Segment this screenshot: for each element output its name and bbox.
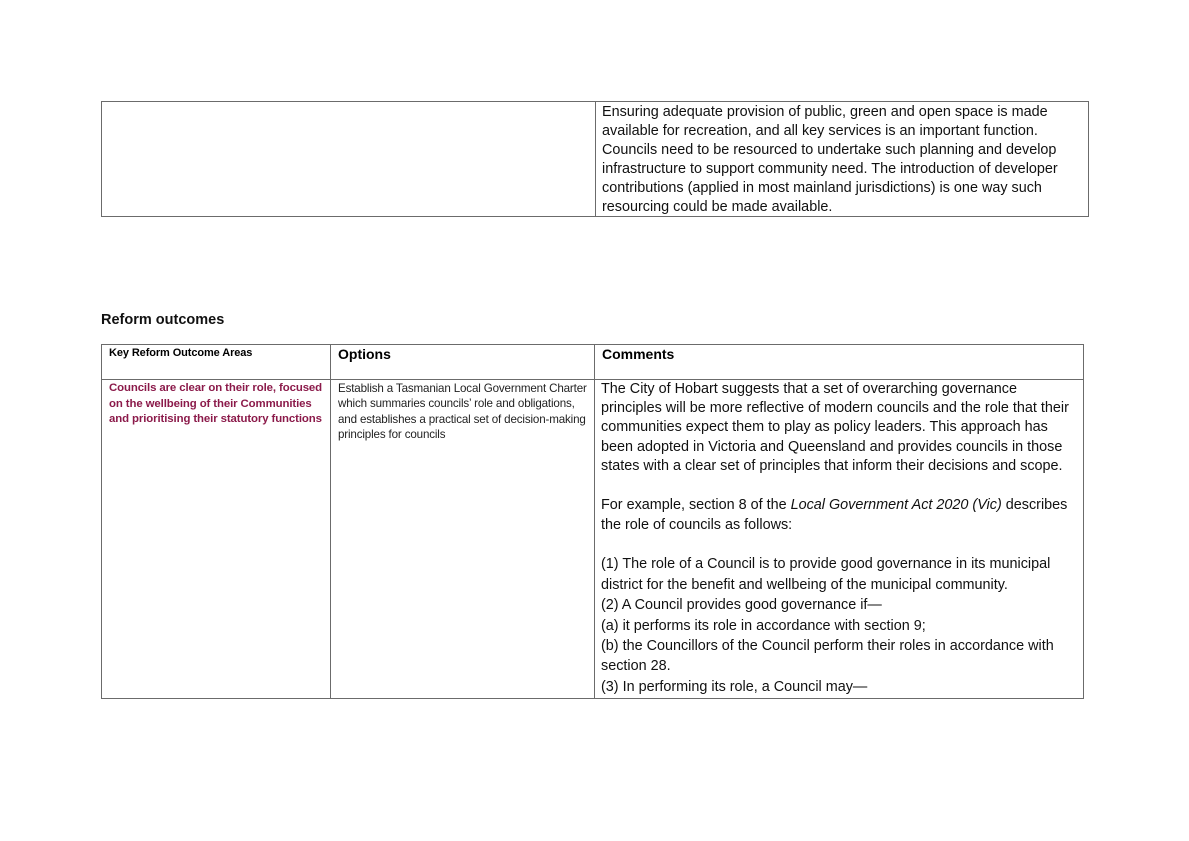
act-quote-item: (a) it performs its role in accordance with section 9; xyxy=(601,617,926,634)
section-heading: Reform outcomes xyxy=(101,312,225,328)
act-title: Local Government Act 2020 (Vic) xyxy=(790,497,1002,514)
table-row xyxy=(102,380,1083,698)
comment-paragraph-2-intro: For example, section 8 of the xyxy=(601,497,791,514)
act-quote-item: (3) In performing its role, a Council may— xyxy=(601,678,868,695)
continuation-comment-text: Ensuring adequate provision of public, green and open space is made available for recreation, and all key services is an important function. Councils need to be resourced to undertake such planning and develop infrastructure to support community need. The introduction of developer contributions (applied in most mainland jurisdictions) is one way such resourcing could be made available. xyxy=(602,104,1058,216)
continuation-table-empty-cell xyxy=(102,102,596,216)
header-comments: Comments xyxy=(602,346,675,362)
act-quote-item: (1) The role of a Council is to provide good governance in its municipal district for the benefit and wellbeing of the municipal community. xyxy=(601,556,1051,593)
continuation-table-comment-cell xyxy=(596,102,1088,216)
continuation-table xyxy=(101,101,1089,217)
header-options: Options xyxy=(331,345,595,379)
act-quote-item: (b) the Councillors of the Council perform their roles in accordance with section 28. xyxy=(601,638,1054,675)
table-header-row xyxy=(102,345,1083,380)
comment-paragraph-2-outro: describes the role of councils as follows: xyxy=(601,497,1068,534)
key-area-cell: Councils are clear on their role, focused on the wellbeing of their Communities and prioritising their statutory functions xyxy=(102,380,331,698)
reform-outcomes-table xyxy=(101,344,1084,699)
header-key-areas: Key Reform Outcome Areas xyxy=(102,345,331,379)
comment-paragraph-1: The City of Hobart suggests that a set of overarching governance principles will be more reflective of modern councils and the role that their communities expect them to play as policy leaders. This approach has been adopted in Victoria and Queensland and provides councils in those states with a clear set of principles that inform their decisions and scope. xyxy=(601,381,1069,474)
option-cell: Establish a Tasmanian Local Government Charter which summaries councils’ role and obligations, and establishes a practical set of decision-making principles for councils xyxy=(331,380,595,698)
act-quote-list xyxy=(601,554,1077,697)
comments-cell xyxy=(595,380,1083,698)
act-quote-item: (2) A Council provides good governance if— xyxy=(601,597,882,614)
comment-paragraph-2 xyxy=(601,495,1077,535)
